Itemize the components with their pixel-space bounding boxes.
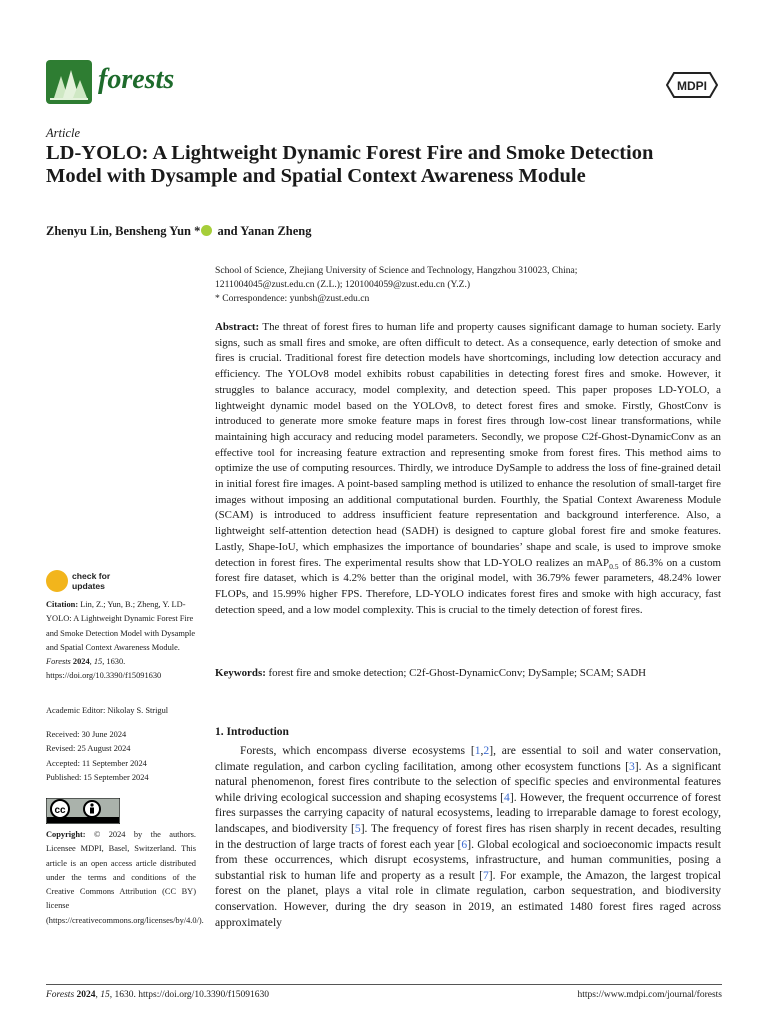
authors-first: Zhenyu Lin, Bensheng Yun * [46, 224, 201, 238]
date-received: Received: 30 June 2024 [46, 730, 127, 739]
authors-last: and Yanan Zheng [214, 224, 312, 238]
keywords-label: Keywords: [215, 667, 266, 679]
citation-link[interactable]: 1 [474, 744, 481, 757]
check-updates-label [72, 571, 110, 591]
academic-editor: Academic Editor: Nikolay S. Strigul [46, 706, 169, 715]
intro-text: ]. For example, the Amazon, the largest tropical forest on the planet, plays a vital role in climate regulation, carbon sequestration, and biodiversity conservation. However, during the dry season in 2019, an estimated 1480 forest fires raged across approximately [215, 868, 721, 929]
intro-text: Forests, which encompass diverse ecosystems [ [240, 744, 475, 757]
history-dates [46, 728, 149, 785]
author-list [46, 224, 312, 239]
footer-divider [46, 984, 722, 985]
forests-logo-icon [46, 60, 92, 104]
citation-year: 2024 [70, 657, 90, 667]
citation-label: Citation: [46, 600, 79, 609]
intro-text: ]. However, the frequent occurrence of forest fires surpasses the carrying capacity of natural ecosystems, leading to irreparable damage to forest ecology, landscapes, and biodiversity [ [215, 790, 722, 835]
cc-by-license-icon[interactable] [46, 798, 120, 824]
abstract-text-end: of 86.3% on a custom forest fire dataset, which is 4.2% better than the original model, with 36.79% fewer parameters, 48.24% lower FLOPs, and 15.99% higher FPS. Therefore, LD-YOLO indicates forest fires and smoke with high accuracy, fast detection speed, and a low model complexity. This is crucial to the timely detection of forest fires. [215, 556, 721, 616]
abstract-subscript: 0.5 [609, 561, 619, 571]
affiliation-block [215, 264, 715, 307]
intro-text: ]. As a significant natural phenomenon, forest fires contribute to the selection of specific species and environmental features while driving ecological succession and shaping ecosystems [ [215, 759, 721, 804]
publisher-name: MDPI [677, 79, 707, 93]
intro-text: ], are essential to soil and water conservation, climate regulation, and carbon cycling facilitation, among other ecosystem functions [ [215, 744, 721, 773]
intro-text: ]. The frequency of forest fires has risen sharply in recent decades, resulting in the destruction of large tracts of forest each year [ [215, 821, 721, 851]
date-accepted: Accepted: 11 September 2024 [46, 758, 147, 768]
check-updates-icon [46, 570, 68, 592]
article-type: Article [46, 126, 81, 140]
abstract [215, 320, 721, 618]
citation-volume: , 15 [89, 657, 103, 667]
correspondence: * Correspondence: yunbsh@zust.edu.cn [215, 293, 370, 305]
introduction-paragraph [215, 743, 721, 930]
check-updates-line: updates [72, 581, 105, 591]
copyright-notice [46, 828, 204, 928]
intro-text: ]. Global ecological and socioeconomic impacts result from these occurrences, which disrupt ecosystems, infrastructure, and human communities, posing a substantial risk to human life and property as a result [ [215, 837, 721, 882]
footer-year: 2024 [74, 990, 96, 1000]
check-updates-line: check for [72, 571, 111, 581]
date-revised: Revised: 25 August 2024 [46, 744, 131, 754]
svg-text:cc: cc [54, 805, 66, 816]
citation-block [46, 598, 196, 684]
keywords-text: forest fire and smoke detection; C2f-Ghost-DynamicConv; DySample; SCAM; SADH [265, 667, 647, 679]
footer-journal-url[interactable]: https://www.mdpi.com/journal/forests [577, 990, 722, 1000]
mdpi-logo-icon [666, 72, 718, 98]
section-heading-introduction: 1. Introduction [215, 726, 289, 738]
copyright-label: Copyright: [46, 830, 86, 839]
affiliation-emails: 1211004045@zust.edu.cn (Z.L.); 1201004059@zust.edu.cn (Y.Z.) [215, 279, 471, 291]
citation-journal: Forests [46, 657, 71, 667]
copyright-text: © 2024 by the authors. Licensee MDPI, Basel, Switzerland. This article is an open access article distributed under the terms and conditions of the Creative Commons Attribution (CC BY) license (https://creativecommons.org/licenses/by/4.0/). [46, 830, 204, 925]
footer-doi[interactable]: , 1630. https://doi.org/10.3390/f15091630 [109, 990, 269, 1000]
citation-link[interactable]: 5 [354, 821, 361, 835]
citation-text: Lin, Z.; Yun, B.; Zheng, Y. LD-YOLO: A Lightweight Dynamic Forest Fire and Smoke Detection Model with Dysample and Spatial Context Awareness Module. [46, 600, 196, 652]
date-published: Published: 15 September 2024 [46, 772, 149, 782]
orcid-icon[interactable] [201, 225, 212, 236]
abstract-label: Abstract: [215, 321, 260, 333]
citation-link[interactable]: 2 [483, 744, 490, 757]
citation-link[interactable]: 7 [483, 868, 489, 882]
keywords [215, 666, 721, 681]
citation-link[interactable]: 6 [461, 837, 468, 851]
citation-doi[interactable]: , 1630. https://doi.org/10.3390/f15091630 [46, 657, 162, 681]
abstract-text: The threat of forest fires to human life and property causes significant damage to human society. Early signs, such as small fires and smoke, are often difficult to detect. As a consequence, early detection of smoke and fires is crucial. Traditional forest fire detection models have shortcomings, including low detection accuracy and efficiency. The YOLOv8 model exhibits robust capabilities in detecting forest fires and smoke. However, it struggles to balance accuracy, model complexity, and detection speed. This paper proposes LD-YOLO, a lightweight dynamic model based on the YOLOv8, to detect forest fires and smoke. Firstly, GhostConv is introduced to generate more smoke feature maps in forest fires through low-cost linear transformations, while maintaining high accuracy and reducing model parameters. Secondly, we propose C2f-Ghost-DynamicConv as an effective tool for increasing feature extraction and representing smoke from forest fires. This method aims to optimize the use of computing resources. Thirdly, we introduce DySample to address the loss of fine-grained detail in initial forest fire images. A point-based sampling method is utilized to enhance the resolution of small-target fire images without imposing an additional computational burden. Fourthly, the Spatial Context Awareness Module (SCAM) is introduced to address insufficient feature representation and background interference. Also, a lightweight self-attention detection head (SADH) is designed to capture global forest fire and smoke features. Lastly, Shape-IoU, which emphasizes the importance of boundaries’ shape and scale, is used to improve smoke detection in forest fires. The experimental results show that LD-YOLO realizes an mAP [215, 321, 721, 569]
check-for-updates-button[interactable] [46, 570, 176, 594]
footer-volume: , 15 [95, 990, 110, 1000]
journal-name: forests [98, 64, 175, 95]
affiliation-line: School of Science, Zhejiang University of Science and Technology, Hangzhou 310023, China; [215, 265, 578, 276]
citation-link[interactable]: 4 [504, 790, 510, 804]
footer-journal: Forests [46, 990, 75, 1000]
footer-citation [46, 990, 269, 1000]
article-title: LD-YOLO: A Lightweight Dynamic Forest Fire and Smoke Detection Model with Dysample and Spatial Context Awareness Module [46, 142, 654, 187]
citation-link[interactable]: 3 [628, 759, 635, 773]
intro-text: , [480, 744, 484, 757]
